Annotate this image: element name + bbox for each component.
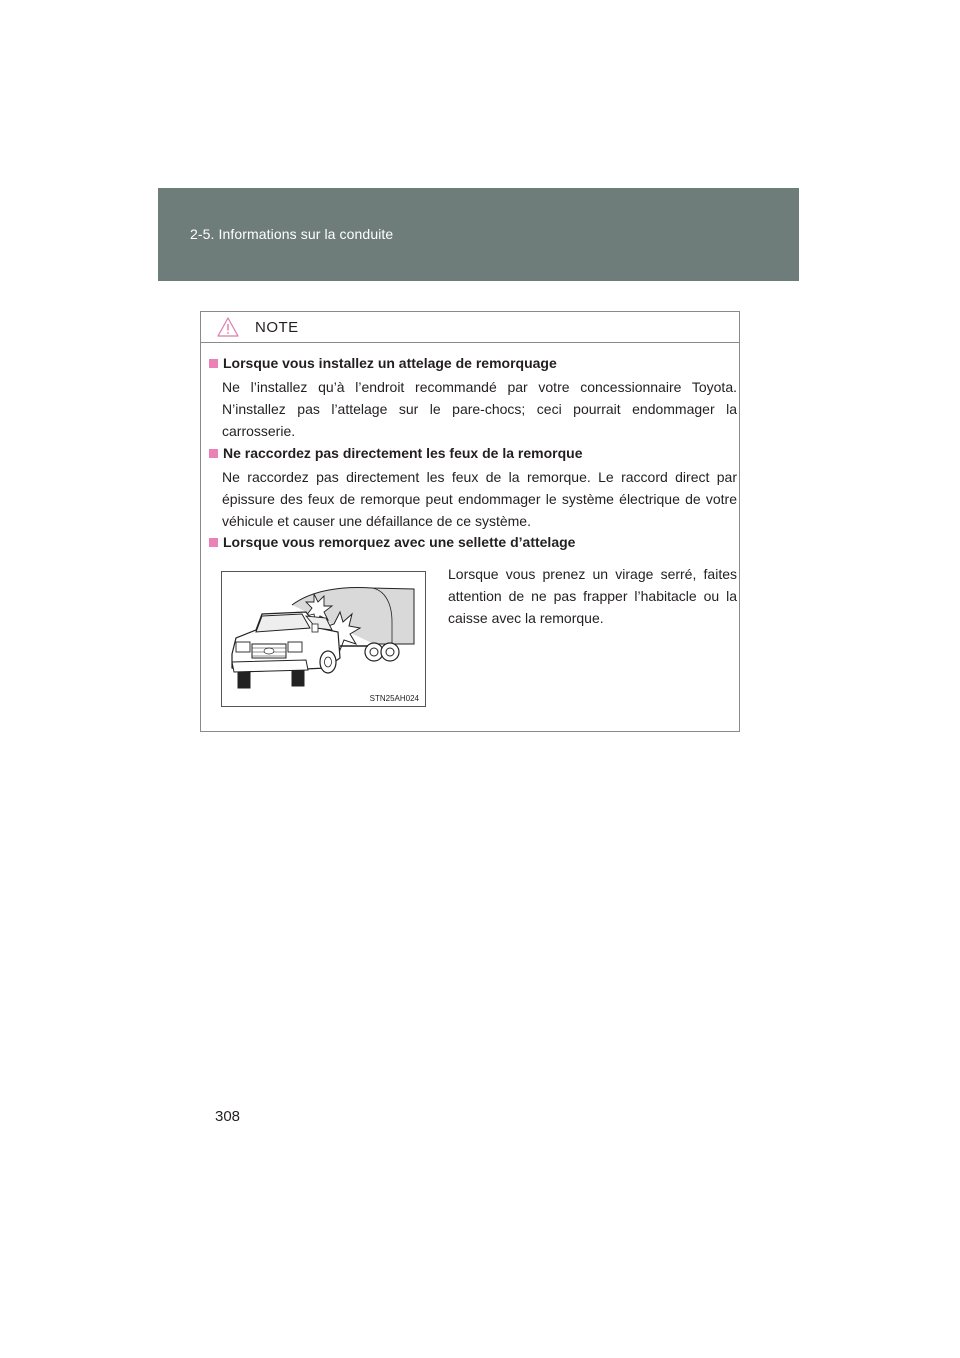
note-item-text: Ne l’installez qu’à l’endroit recommandé par votre concessionnaire Toyota. N’installez pas l’attelage sur le pare-chocs; ceci pourrait endommager la carrosserie. (222, 379, 737, 439)
note-item-text: Ne raccordez pas directement les feux de la remorque. Le raccord direct par épissure des feux de remorque peut endommager le système électrique de votre véhicule et causer une défaillance de ce système. (222, 469, 737, 529)
square-bullet-icon (209, 538, 218, 547)
square-bullet-icon (209, 359, 218, 368)
heading-text: Ne raccordez pas directement les feux de la remorque (223, 445, 583, 461)
warning-triangle-icon (217, 317, 239, 337)
header-band (158, 188, 799, 281)
note-item-text: Lorsque vous prenez un virage serré, faites attention de ne pas frapper l’habitacle ou la caisse avec la remorque. (448, 566, 737, 626)
note-header (201, 312, 739, 343)
note-box (200, 311, 740, 732)
note-label: NOTE (255, 319, 299, 336)
heading-text: Lorsque vous installez un attelage de remorquage (223, 355, 557, 371)
note-item-heading (209, 355, 557, 371)
note-item-heading (209, 534, 575, 550)
figure-code: STN25AH024 (369, 694, 419, 703)
heading-text: Lorsque vous remorquez avec une sellette d’attelage (223, 534, 576, 550)
page-number: 308 (215, 1108, 241, 1125)
note-item-heading (209, 445, 582, 461)
truck-trailer-drawing (222, 572, 425, 706)
square-bullet-icon (209, 449, 218, 458)
section-title: 2-5. Informations sur la conduite (190, 226, 394, 242)
truck-trailer-illustration (221, 571, 426, 707)
